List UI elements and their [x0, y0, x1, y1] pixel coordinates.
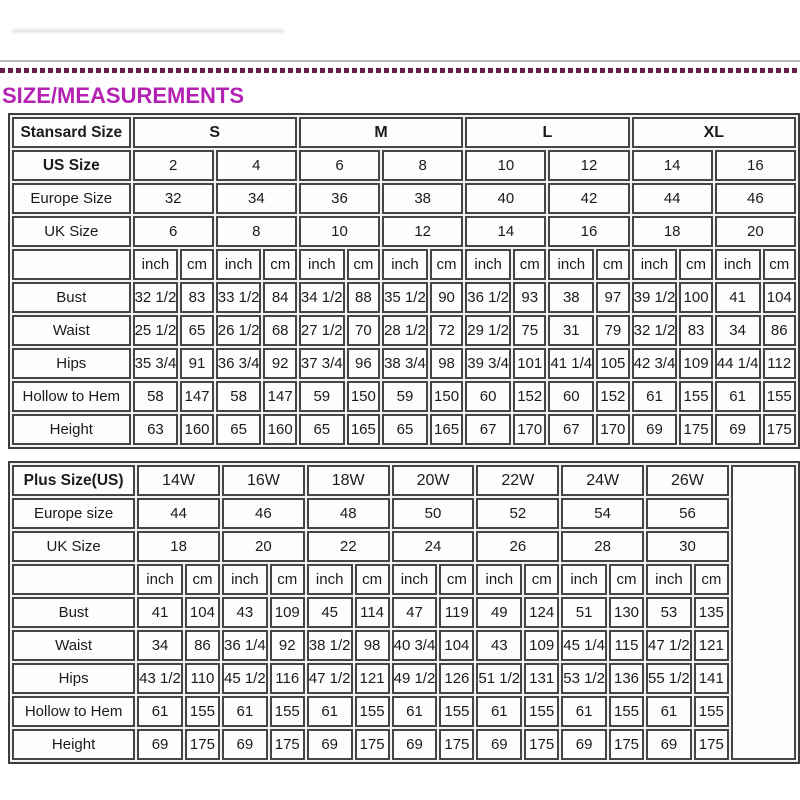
empty-cell — [731, 465, 796, 760]
cell-value: 31 — [548, 315, 594, 346]
cell-value: 34 — [715, 315, 761, 346]
cell-value: 130 — [609, 597, 644, 628]
cell-value: 175 — [270, 729, 305, 760]
cell-value: 41 1/4 — [548, 348, 594, 379]
cell-value: 20 — [715, 216, 796, 247]
cell-value: 86 — [763, 315, 797, 346]
unit-header: inch — [548, 249, 594, 280]
cell-value: 147 — [180, 381, 213, 412]
cell-value: 84 — [263, 282, 296, 313]
page-title: SIZE/MEASUREMENTS — [2, 83, 245, 108]
cell-value: 20 — [222, 531, 305, 562]
cell-value: 104 — [185, 597, 220, 628]
cell-value: 69 — [222, 729, 268, 760]
cell-value: 6 — [133, 216, 214, 247]
cell-value: 175 — [763, 414, 797, 445]
cell-value: 46 — [222, 498, 305, 529]
cell-value: 65 — [382, 414, 428, 445]
cell-value: 69 — [646, 729, 692, 760]
cell-value: 44 1/4 — [715, 348, 761, 379]
cell-value: 90 — [430, 282, 463, 313]
row-label: Hollow to Hem — [12, 696, 135, 727]
cell-value: 61 — [307, 696, 353, 727]
cell-value: 36 3/4 — [216, 348, 262, 379]
cell-value: 58 — [216, 381, 262, 412]
cell-value: 44 — [137, 498, 220, 529]
cell-value: 67 — [465, 414, 511, 445]
cell-value: 49 1/2 — [392, 663, 438, 694]
cell-value: 92 — [270, 630, 305, 661]
standard-size-table — [8, 113, 800, 449]
cell-value: 27 1/2 — [299, 315, 345, 346]
cell-value: 110 — [185, 663, 220, 694]
cell-value: 45 1/2 — [222, 663, 268, 694]
corner-label: Stansard Size — [12, 117, 131, 148]
unit-header: cm — [694, 564, 729, 595]
cell-value: 52 — [476, 498, 559, 529]
cell-value: 124 — [524, 597, 559, 628]
cell-value: 160 — [263, 414, 296, 445]
cell-value: 155 — [763, 381, 797, 412]
cell-value: 61 — [222, 696, 268, 727]
size-group-header: 18W — [307, 465, 390, 496]
row-label: Hollow to Hem — [12, 381, 131, 412]
cell-value: 112 — [763, 348, 797, 379]
unit-header: cm — [180, 249, 213, 280]
cell-value: 170 — [596, 414, 629, 445]
cell-value: 35 3/4 — [133, 348, 179, 379]
unit-header: inch — [392, 564, 438, 595]
cell-value: 41 — [137, 597, 183, 628]
row-label: Waist — [12, 630, 135, 661]
cell-value: 63 — [133, 414, 179, 445]
unit-header: inch — [465, 249, 511, 280]
cell-value: 135 — [694, 597, 729, 628]
cell-value: 104 — [439, 630, 474, 661]
cell-value: 119 — [439, 597, 474, 628]
cell-value: 114 — [355, 597, 390, 628]
cell-value: 46 — [715, 183, 796, 214]
cell-value: 42 — [548, 183, 629, 214]
row-label: US Size — [12, 150, 131, 181]
cell-value: 109 — [679, 348, 712, 379]
row-label: UK Size — [12, 531, 135, 562]
cell-value: 115 — [609, 630, 644, 661]
cell-value: 59 — [382, 381, 428, 412]
cell-value: 22 — [307, 531, 390, 562]
unit-header: inch — [715, 249, 761, 280]
cell-value: 155 — [185, 696, 220, 727]
row-label: Bust — [12, 597, 135, 628]
cell-value: 109 — [524, 630, 559, 661]
cell-value: 53 1/2 — [561, 663, 607, 694]
cell-value: 69 — [476, 729, 522, 760]
cell-value: 40 3/4 — [392, 630, 438, 661]
cell-value: 44 — [632, 183, 713, 214]
cell-value: 28 1/2 — [382, 315, 428, 346]
cell-value: 86 — [185, 630, 220, 661]
cell-value: 109 — [270, 597, 305, 628]
cell-value: 61 — [561, 696, 607, 727]
unit-header: cm — [355, 564, 390, 595]
cell-value: 69 — [561, 729, 607, 760]
cell-value: 155 — [609, 696, 644, 727]
cell-value: 170 — [513, 414, 546, 445]
cell-value: 126 — [439, 663, 474, 694]
cell-value: 69 — [137, 729, 183, 760]
cell-value: 51 1/2 — [476, 663, 522, 694]
cell-value: 175 — [694, 729, 729, 760]
cell-value: 116 — [270, 663, 305, 694]
row-label: Height — [12, 729, 135, 760]
unit-header: cm — [609, 564, 644, 595]
cell-value: 150 — [347, 381, 380, 412]
cell-value: 47 1/2 — [307, 663, 353, 694]
cell-value: 61 — [646, 696, 692, 727]
watermark-smudge — [12, 29, 284, 33]
cell-value: 155 — [524, 696, 559, 727]
cell-value: 104 — [763, 282, 797, 313]
cell-value: 40 — [465, 183, 546, 214]
cell-value: 93 — [513, 282, 546, 313]
unit-header: cm — [430, 249, 463, 280]
size-group-header: L — [465, 117, 629, 148]
cell-value: 152 — [596, 381, 629, 412]
cell-value: 8 — [382, 150, 463, 181]
row-label: Hips — [12, 663, 135, 694]
cell-value: 92 — [263, 348, 296, 379]
cell-value: 12 — [548, 150, 629, 181]
unit-header: cm — [270, 564, 305, 595]
cell-value: 45 1/4 — [561, 630, 607, 661]
cell-value: 38 1/2 — [307, 630, 353, 661]
cell-value: 30 — [646, 531, 729, 562]
plus-size-table — [8, 461, 800, 764]
cell-value: 36 1/2 — [465, 282, 511, 313]
cell-value: 45 — [307, 597, 353, 628]
cell-value: 39 3/4 — [465, 348, 511, 379]
cell-value: 54 — [561, 498, 644, 529]
cell-value: 141 — [694, 663, 729, 694]
size-group-header: 16W — [222, 465, 305, 496]
cell-value: 61 — [715, 381, 761, 412]
cell-value: 42 3/4 — [632, 348, 678, 379]
row-label: Hips — [12, 348, 131, 379]
cell-value: 36 — [299, 183, 380, 214]
unit-header: inch — [476, 564, 522, 595]
cell-value: 155 — [439, 696, 474, 727]
cell-value: 39 1/2 — [632, 282, 678, 313]
cell-value: 59 — [299, 381, 345, 412]
size-group-header: 20W — [392, 465, 475, 496]
cell-value: 38 — [548, 282, 594, 313]
cell-value: 26 — [476, 531, 559, 562]
row-label-empty — [12, 249, 131, 280]
cell-value: 175 — [355, 729, 390, 760]
cell-value: 34 — [137, 630, 183, 661]
cell-value: 155 — [270, 696, 305, 727]
divider-line-dashed — [0, 68, 800, 73]
row-label: Bust — [12, 282, 131, 313]
size-group-header: 26W — [646, 465, 729, 496]
cell-value: 155 — [355, 696, 390, 727]
cell-value: 101 — [513, 348, 546, 379]
cell-value: 4 — [216, 150, 297, 181]
cell-value: 16 — [715, 150, 796, 181]
size-group-header: 24W — [561, 465, 644, 496]
cell-value: 32 — [133, 183, 214, 214]
cell-value: 43 — [476, 630, 522, 661]
cell-value: 97 — [596, 282, 629, 313]
unit-header: inch — [299, 249, 345, 280]
cell-value: 47 — [392, 597, 438, 628]
cell-value: 155 — [694, 696, 729, 727]
cell-value: 26 1/2 — [216, 315, 262, 346]
cell-value: 98 — [355, 630, 390, 661]
cell-value: 88 — [347, 282, 380, 313]
cell-value: 55 1/2 — [646, 663, 692, 694]
cell-value: 10 — [299, 216, 380, 247]
cell-value: 10 — [465, 150, 546, 181]
cell-value: 65 — [180, 315, 213, 346]
unit-header: inch — [382, 249, 428, 280]
row-label: UK Size — [12, 216, 131, 247]
cell-value: 43 1/2 — [137, 663, 183, 694]
unit-header: inch — [307, 564, 353, 595]
cell-value: 14 — [632, 150, 713, 181]
cell-value: 69 — [632, 414, 678, 445]
cell-value: 38 3/4 — [382, 348, 428, 379]
cell-value: 68 — [263, 315, 296, 346]
size-group-header: 14W — [137, 465, 220, 496]
unit-header: cm — [763, 249, 797, 280]
cell-value: 53 — [646, 597, 692, 628]
cell-value: 51 — [561, 597, 607, 628]
size-group-header: M — [299, 117, 463, 148]
cell-value: 14 — [465, 216, 546, 247]
cell-value: 150 — [430, 381, 463, 412]
divider-line-gray — [0, 60, 800, 62]
cell-value: 83 — [679, 315, 712, 346]
cell-value: 147 — [263, 381, 296, 412]
cell-value: 60 — [465, 381, 511, 412]
cell-value: 61 — [476, 696, 522, 727]
cell-value: 61 — [392, 696, 438, 727]
unit-header: inch — [632, 249, 678, 280]
cell-value: 47 1/2 — [646, 630, 692, 661]
size-group-header: XL — [632, 117, 796, 148]
cell-value: 175 — [609, 729, 644, 760]
cell-value: 18 — [632, 216, 713, 247]
cell-value: 6 — [299, 150, 380, 181]
size-group-header: S — [133, 117, 297, 148]
cell-value: 37 3/4 — [299, 348, 345, 379]
cell-value: 121 — [355, 663, 390, 694]
cell-value: 136 — [609, 663, 644, 694]
row-label: Height — [12, 414, 131, 445]
cell-value: 105 — [596, 348, 629, 379]
cell-value: 131 — [524, 663, 559, 694]
unit-header: cm — [347, 249, 380, 280]
unit-header: cm — [679, 249, 712, 280]
cell-value: 32 1/2 — [632, 315, 678, 346]
cell-value: 49 — [476, 597, 522, 628]
unit-header: inch — [133, 249, 179, 280]
cell-value: 43 — [222, 597, 268, 628]
cell-value: 58 — [133, 381, 179, 412]
cell-value: 28 — [561, 531, 644, 562]
unit-header: cm — [513, 249, 546, 280]
cell-value: 16 — [548, 216, 629, 247]
unit-header: inch — [137, 564, 183, 595]
cell-value: 165 — [347, 414, 380, 445]
cell-value: 36 1/4 — [222, 630, 268, 661]
cell-value: 75 — [513, 315, 546, 346]
unit-header: inch — [561, 564, 607, 595]
cell-value: 165 — [430, 414, 463, 445]
cell-value: 50 — [392, 498, 475, 529]
row-label: Europe Size — [12, 183, 131, 214]
cell-value: 2 — [133, 150, 214, 181]
unit-header: inch — [646, 564, 692, 595]
cell-value: 38 — [382, 183, 463, 214]
cell-value: 33 1/2 — [216, 282, 262, 313]
cell-value: 41 — [715, 282, 761, 313]
cell-value: 8 — [216, 216, 297, 247]
row-label-empty — [12, 564, 135, 595]
cell-value: 83 — [180, 282, 213, 313]
cell-value: 32 1/2 — [133, 282, 179, 313]
cell-value: 69 — [715, 414, 761, 445]
cell-value: 155 — [679, 381, 712, 412]
cell-value: 160 — [180, 414, 213, 445]
cell-value: 96 — [347, 348, 380, 379]
cell-value: 65 — [299, 414, 345, 445]
cell-value: 60 — [548, 381, 594, 412]
unit-header: inch — [216, 249, 262, 280]
unit-header: cm — [439, 564, 474, 595]
cell-value: 61 — [632, 381, 678, 412]
unit-header: cm — [185, 564, 220, 595]
cell-value: 175 — [439, 729, 474, 760]
cell-value: 56 — [646, 498, 729, 529]
cell-value: 79 — [596, 315, 629, 346]
cell-value: 34 1/2 — [299, 282, 345, 313]
cell-value: 48 — [307, 498, 390, 529]
cell-value: 121 — [694, 630, 729, 661]
cell-value: 25 1/2 — [133, 315, 179, 346]
unit-header: inch — [222, 564, 268, 595]
unit-header: cm — [524, 564, 559, 595]
cell-value: 152 — [513, 381, 546, 412]
cell-value: 18 — [137, 531, 220, 562]
cell-value: 65 — [216, 414, 262, 445]
cell-value: 175 — [185, 729, 220, 760]
cell-value: 34 — [216, 183, 297, 214]
cell-value: 72 — [430, 315, 463, 346]
row-label: Europe size — [12, 498, 135, 529]
cell-value: 69 — [392, 729, 438, 760]
size-group-header: 22W — [476, 465, 559, 496]
cell-value: 100 — [679, 282, 712, 313]
cell-value: 91 — [180, 348, 213, 379]
cell-value: 175 — [679, 414, 712, 445]
cell-value: 175 — [524, 729, 559, 760]
cell-value: 98 — [430, 348, 463, 379]
cell-value: 29 1/2 — [465, 315, 511, 346]
cell-value: 24 — [392, 531, 475, 562]
row-label: Waist — [12, 315, 131, 346]
unit-header: cm — [263, 249, 296, 280]
cell-value: 35 1/2 — [382, 282, 428, 313]
cell-value: 67 — [548, 414, 594, 445]
unit-header: cm — [596, 249, 629, 280]
cell-value: 70 — [347, 315, 380, 346]
cell-value: 12 — [382, 216, 463, 247]
cell-value: 61 — [137, 696, 183, 727]
corner-label: Plus Size(US) — [12, 465, 135, 496]
cell-value: 69 — [307, 729, 353, 760]
